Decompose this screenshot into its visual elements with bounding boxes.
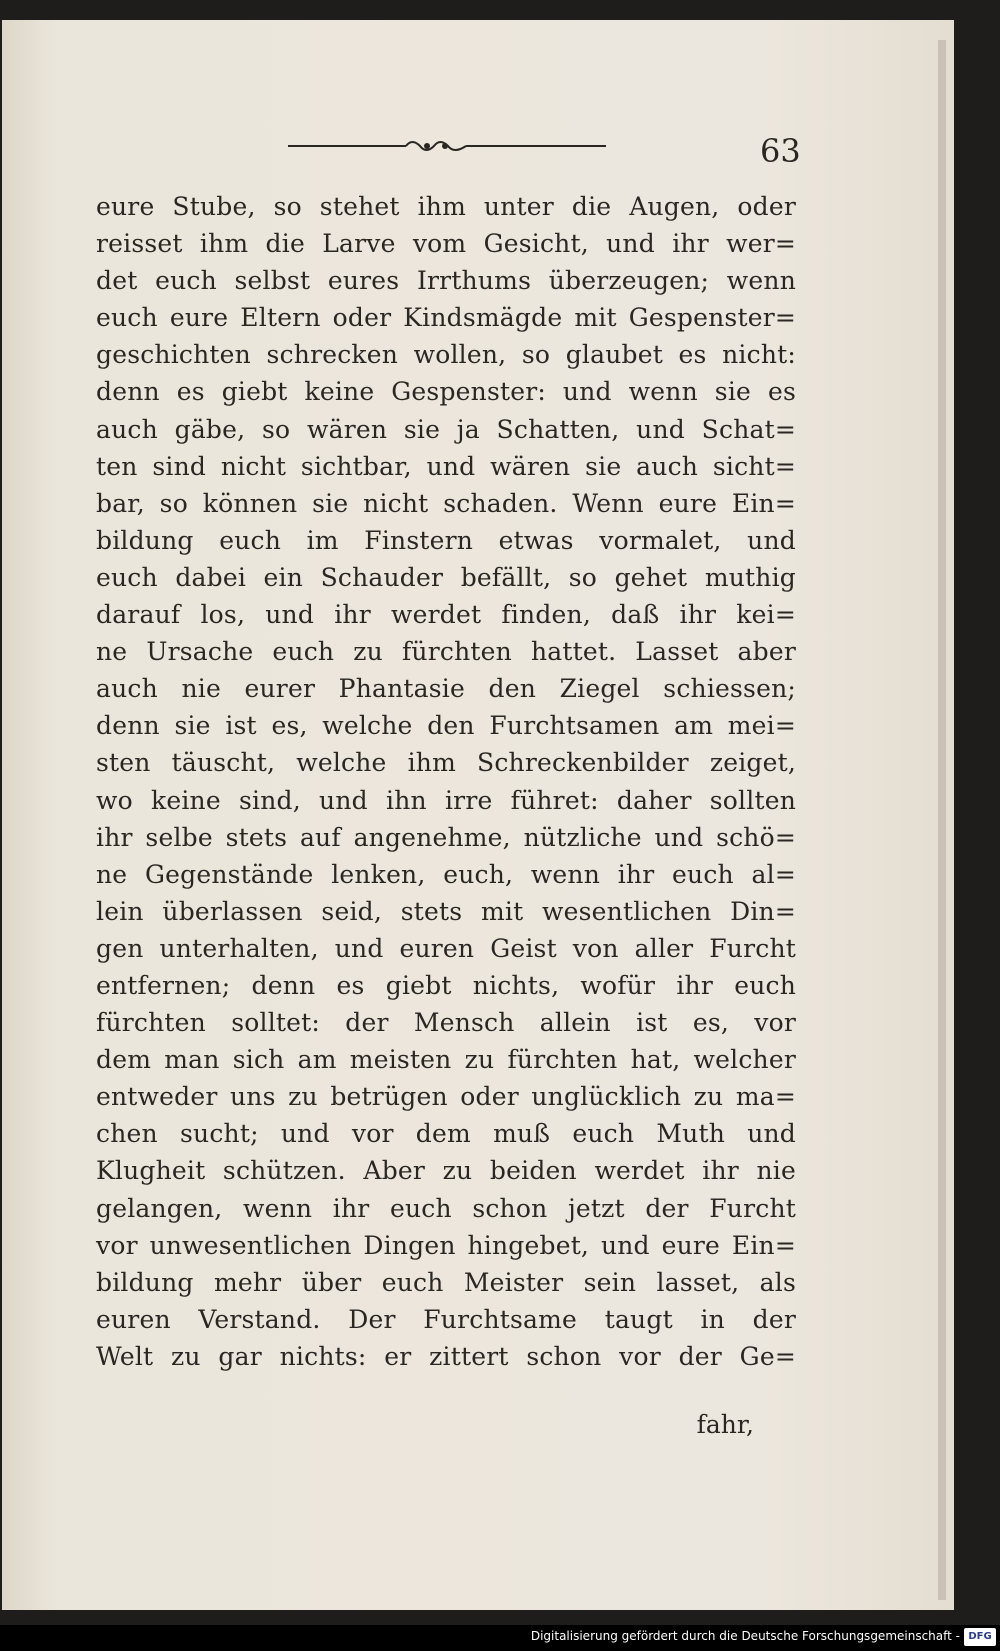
text-line: geschichten schrecken wollen, so glaubet es nicht: <box>96 340 796 370</box>
text-line: gelangen, wenn ihr euch schon jetzt der Furcht <box>96 1193 796 1223</box>
header-ornament <box>288 135 606 157</box>
text-line: lein überlassen seid, stets mit wesentlichen Din= <box>96 896 796 926</box>
text-line: denn sie ist es, welche den Furchtsamen am mei= <box>96 711 796 741</box>
text-line: bildung mehr über euch Meister sein lasset, als <box>96 1267 796 1297</box>
text-line: det euch selbst eures Irrthums überzeugen; wenn <box>96 266 796 296</box>
catchword: fahr, <box>696 1410 754 1439</box>
text-line: auch nie eurer Phantasie den Ziegel schiessen; <box>96 674 796 704</box>
text-line: bar, so können sie nicht schaden. Wenn eure Ein= <box>96 488 796 518</box>
text-line: auch gäbe, so wären sie ja Schatten, und Schat= <box>96 414 796 444</box>
text-line: Klugheit schützen. Aber zu beiden werdet ihr nie <box>96 1156 796 1186</box>
text-line: darauf los, und ihr werdet finden, daß ihr kei= <box>96 600 796 630</box>
text-line: dem man sich am meisten zu fürchten hat, welcher <box>96 1045 796 1075</box>
body-text <box>96 188 796 1375</box>
text-line: euch dabei ein Schauder befällt, so gehet muthig <box>96 562 796 592</box>
text-line: reisset ihm die Larve vom Gesicht, und ihr wer= <box>96 229 796 259</box>
text-line: denn es giebt keine Gespenster: und wenn sie es <box>96 377 796 407</box>
text-line: ten sind nicht sichtbar, und wären sie auch sicht= <box>96 451 796 481</box>
text-line: fürchten solltet: der Mensch allein ist es, vor <box>96 1008 796 1038</box>
text-line: wo keine sind, und ihn irre führet: daher sollten <box>96 785 796 815</box>
footer-credit: Digitalisierung gefördert durch die Deutsche Forschungsgemeinschaft - <box>530 1629 960 1643</box>
text-line: bildung euch im Finstern etwas vormalet, und <box>96 525 796 555</box>
text-line: entfernen; denn es giebt nichts, wofür ihr euch <box>96 970 796 1000</box>
text-line: Welt zu gar nichts: er zittert schon vor der Ge= <box>96 1341 796 1371</box>
dfg-logo: DFG <box>964 1628 996 1646</box>
page-number: 63 <box>760 132 801 170</box>
text-line: sten täuscht, welche ihm Schreckenbilder zeiget, <box>96 748 796 778</box>
text-line: ne Gegenstände lenken, euch, wenn ihr euch al= <box>96 859 796 889</box>
text-line: vor unwesentlichen Dingen hingebet, und eure Ein= <box>96 1230 796 1260</box>
text-line: chen sucht; und vor dem muß euch Muth und <box>96 1119 796 1149</box>
text-line: gen unterhalten, und euren Geist von aller Furcht <box>96 933 796 963</box>
text-line: euch eure Eltern oder Kindsmägde mit Gespenster= <box>96 303 796 333</box>
text-line: eure Stube, so stehet ihm unter die Augen, oder <box>96 192 796 221</box>
text-line: ihr selbe stets auf angenehme, nützliche und schö= <box>96 822 796 852</box>
text-line: euren Verstand. Der Furchtsame taugt in der <box>96 1304 796 1334</box>
page-edge <box>938 40 946 1600</box>
text-line: entweder uns zu betrügen oder unglücklich zu ma= <box>96 1082 796 1112</box>
text-line: ne Ursache euch zu fürchten hattet. Lasset aber <box>96 637 796 667</box>
